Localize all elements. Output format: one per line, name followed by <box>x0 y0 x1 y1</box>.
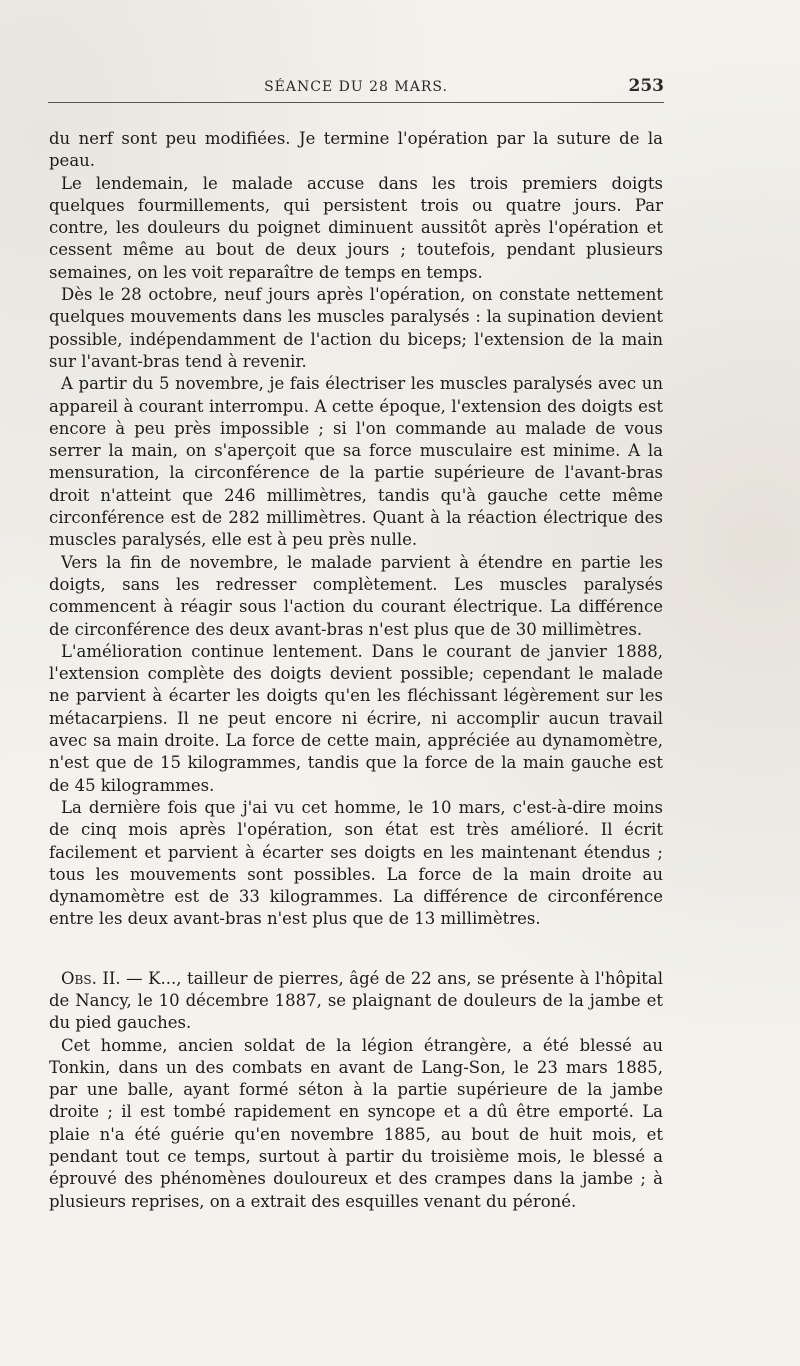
observation-text: — K..., tailleur de pierres, âgé de 22 ans, se présente à l'hôpital de Nancy, le 10 décembre 1887, se plaignant de douleurs de la jambe et du pied gauches. <box>49 968 663 1033</box>
page-number: 253 <box>628 76 664 96</box>
paragraph: Dès le 28 octobre, neuf jours après l'opération, on constate nettement quelques mouvements dans les muscles paralysés : la supination devient possible, indépendamment de l'action du biceps; l'extension de la main sur l'avant-bras tend à revenir. <box>49 285 663 371</box>
paragraph: A partir du 5 novembre, je fais électriser les muscles paralysés avec un appareil à courant interrompu. A cette époque, l'extension des doigts est encore à peu près impossible ; si l'on commande au malade de vous serrer la main, on s'aperçoit que sa force musculaire est minime. A la mensuration, la circonférence de la partie supérieure de l'avant-bras droit n'atteint que 246 millimètres, tandis qu'à gauche cette même circonférence est de 282 millimètres. Quant à la réaction électrique des muscles paralysés, elle est à peu près nulle. <box>49 374 663 550</box>
observation-paragraph <box>49 968 663 1035</box>
running-header <box>48 74 664 103</box>
paragraph: La dernière fois que j'ai vu cet homme, le 10 mars, c'est-à-dire moins de cinq mois après l'opération, son état est très amélioré. Il écrit facilement et parvient à écarter ses doigts en les maintenant étendus ; tous les mouvements sont possibles. La force de la main droite au dynamomètre est de 33 kilogrammes. La différence de circonférence entre les deux avant-bras n'est plus que de 13 millimètres. <box>49 797 663 929</box>
observation-label: Obs. II. <box>61 968 121 988</box>
paragraph: du nerf sont peu modifiées. Je termine l'opération par la suture de la peau. <box>49 129 663 171</box>
section-gap <box>49 931 663 968</box>
body-text <box>49 128 663 1213</box>
paragraph: Cet homme, ancien soldat de la légion étrangère, a été blessé au Tonkin, dans un des combats en avant de Lang-Son, le 23 mars 1885, par une balle, ayant formé séton à la partie supérieure de la jambe droite ; il est tombé rapidement en syncope et a dû être emporté. La plaie n'a été guérie qu'en novembre 1885, au bout de huit mois, et pendant tout ce temps, surtout à partir du troisième mois, le blessé a éprouvé des phénomènes douloureux et des crampes dans la jambe ; à plusieurs reprises, on a extrait des esquilles venant du péroné. <box>49 1035 663 1211</box>
paragraph: L'amélioration continue lentement. Dans le courant de janvier 1888, l'extension complète des doigts devient possible; cependant le malade ne parvient à écarter les doigts qu'en les fléchissant légèrement sur les métacarpiens. Il ne peut encore ni écrire, ni accomplir aucun travail avec sa main droite. La force de cette main, appréciée au dynamomètre, n'est que de 15 kilogrammes, tandis que la force de la main gauche est de 45 kilogrammes. <box>49 641 663 795</box>
running-title: SÉANCE DU 28 MARS. <box>264 79 448 95</box>
paragraph: Le lendemain, le malade accuse dans les trois premiers doigts quelques fourmillements, qui persistent trois ou quatre jours. Par contre, les douleurs du poignet diminuent aussitôt après l'opération et cessent même au bout de deux jours ; toutefois, pendant plusieurs semaines, on les voit reparaître de temps en temps. <box>49 173 663 282</box>
paragraph: Vers la fin de novembre, le malade parvient à étendre en partie les doigts, sans les redresser complètement. Les muscles paralysés commencent à réagir sous l'action du courant électrique. La différence de circonférence des deux avant-bras n'est plus que de 30 millimètres. <box>49 552 663 639</box>
